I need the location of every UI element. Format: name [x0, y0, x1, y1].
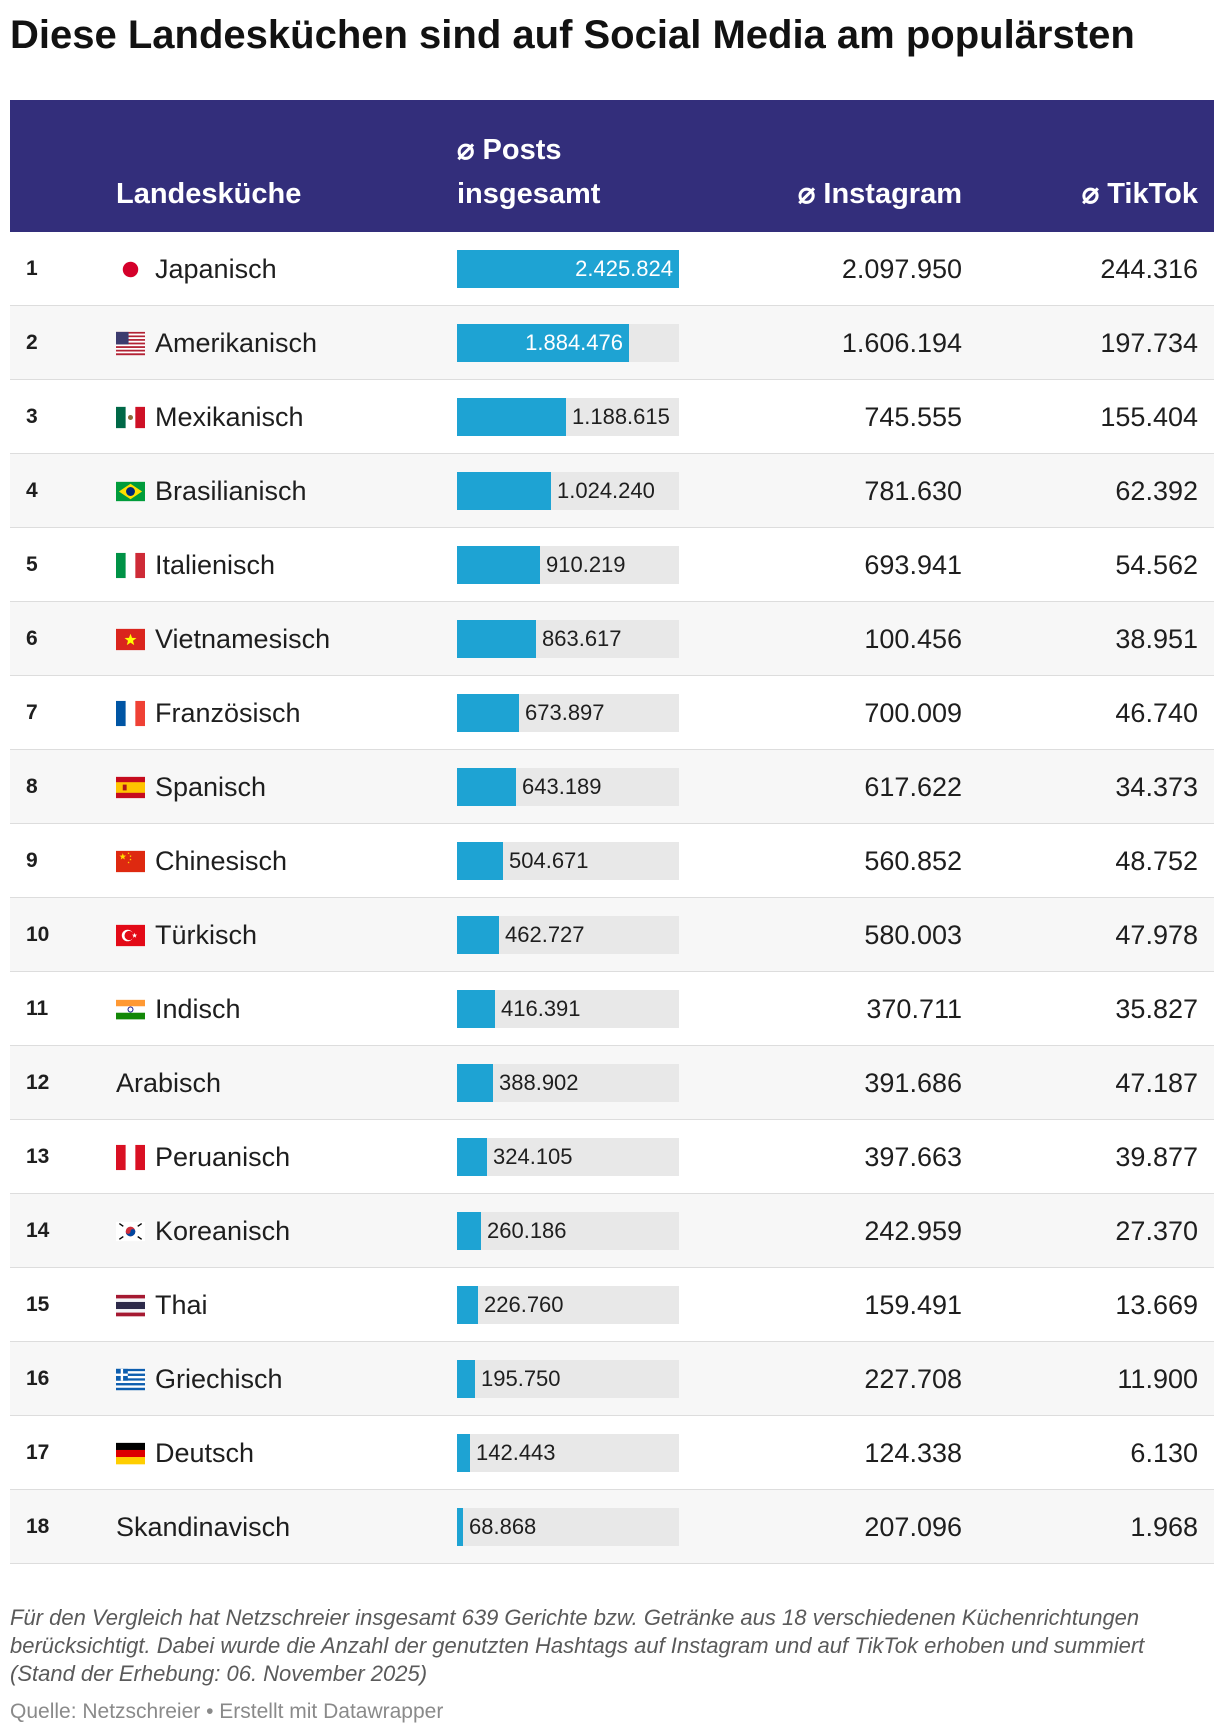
row-rank: 18 [26, 1515, 50, 1538]
row-cuisine [116, 1194, 290, 1268]
posts-bar [457, 1212, 481, 1250]
germany-flag-icon [116, 1439, 145, 1468]
cuisine-name: Skandinavisch [116, 1511, 291, 1542]
instagram-value: 617.622 [864, 772, 962, 802]
cuisine-name: Japanisch [155, 253, 277, 284]
row-cuisine [116, 676, 301, 750]
cuisine-name: Koreanisch [155, 1215, 291, 1246]
instagram-value: 693.941 [864, 550, 962, 580]
posts-bar [457, 1138, 487, 1176]
row-cuisine [116, 232, 277, 306]
posts-bar [457, 546, 540, 584]
posts-value-label: 416.391 [501, 996, 581, 1021]
table-row [10, 1046, 1214, 1120]
posts-value-label: 195.750 [481, 1366, 561, 1391]
row-cuisine [116, 1416, 254, 1490]
cuisine-name: Spanisch [155, 771, 267, 802]
row-cuisine [116, 972, 241, 1046]
turkey-flag-icon [116, 921, 145, 950]
posts-value-label: 226.760 [484, 1292, 564, 1317]
mexico-flag-icon [116, 403, 145, 432]
posts-value-label: 260.186 [487, 1218, 567, 1243]
chart-title: Diese Landesküchen sind auf Social Media am populärsten [10, 13, 1135, 57]
header-cuisine: Landesküche [116, 178, 302, 210]
row-cuisine [116, 1046, 221, 1120]
posts-bar-track [457, 1064, 679, 1102]
posts-bar [457, 1064, 493, 1102]
table-row [10, 1268, 1214, 1342]
table-row [10, 1194, 1214, 1268]
posts-bar-track [457, 324, 679, 362]
cuisine-name: Arabisch [116, 1067, 222, 1098]
row-rank: 16 [26, 1367, 50, 1390]
table-row [10, 750, 1214, 824]
instagram-value: 124.338 [864, 1438, 962, 1468]
table-row [10, 676, 1214, 750]
row-rank: 3 [26, 405, 38, 428]
posts-bar-track [457, 1286, 679, 1324]
posts-bar [457, 990, 495, 1028]
posts-value-label: 324.105 [493, 1144, 573, 1169]
table-row [10, 898, 1214, 972]
table-row [10, 1490, 1214, 1564]
cuisine-table [10, 100, 1214, 1564]
posts-value-label: 643.189 [522, 774, 602, 799]
cuisine-name: Griechisch [155, 1363, 283, 1394]
tiktok-value: 62.392 [1115, 476, 1198, 506]
row-rank: 6 [26, 627, 38, 650]
posts-bar-track [457, 768, 679, 806]
instagram-value: 580.003 [864, 920, 962, 950]
table-row [10, 972, 1214, 1046]
posts-bar-track [457, 472, 679, 510]
table-row [10, 380, 1214, 454]
row-rank: 9 [26, 849, 38, 872]
japan-flag-icon [116, 255, 145, 284]
row-cuisine [116, 528, 275, 602]
row-rank: 8 [26, 775, 38, 798]
tiktok-value: 27.370 [1115, 1216, 1198, 1246]
instagram-value: 370.711 [866, 994, 962, 1024]
tiktok-value: 48.752 [1115, 846, 1198, 876]
posts-bar-track [457, 990, 679, 1028]
row-cuisine [116, 1490, 290, 1564]
cuisine-name: Italienisch [155, 549, 276, 580]
tiktok-value: 39.877 [1115, 1142, 1198, 1172]
posts-bar [457, 916, 499, 954]
cuisine-name: Peruanisch [155, 1141, 291, 1172]
posts-value-label: 863.617 [542, 626, 622, 651]
row-cuisine [116, 380, 304, 454]
posts-bar [457, 694, 519, 732]
row-rank: 12 [26, 1071, 50, 1094]
vietnam-flag-icon [116, 625, 145, 654]
row-cuisine [116, 1342, 283, 1416]
posts-bar-track [457, 620, 679, 658]
row-cuisine [116, 750, 266, 824]
tiktok-value: 46.740 [1115, 698, 1198, 728]
instagram-value: 1.606.194 [841, 328, 962, 358]
cuisine-name: Indisch [155, 993, 241, 1024]
posts-value-label: 462.727 [505, 922, 585, 947]
table-row [10, 528, 1214, 602]
row-rank: 14 [26, 1219, 50, 1242]
spain-flag-icon [116, 773, 145, 802]
header-tiktok: ⌀ TikTok [1081, 178, 1198, 210]
row-cuisine [116, 898, 257, 972]
posts-bar [457, 768, 516, 806]
row-rank: 1 [26, 257, 38, 280]
brazil-flag-icon [116, 477, 145, 506]
table-row [10, 1416, 1214, 1490]
cuisine-name: Deutsch [155, 1437, 255, 1468]
table-row [10, 824, 1214, 898]
header-posts: ⌀ Posts insgesamt [457, 134, 601, 210]
posts-bar-track [457, 1212, 679, 1250]
posts-bar [457, 1286, 478, 1324]
tiktok-value: 197.734 [1100, 328, 1198, 358]
posts-bar [457, 472, 551, 510]
posts-bar [457, 1434, 470, 1472]
table-row [10, 1342, 1214, 1416]
posts-bar [457, 398, 566, 436]
posts-bar-track [457, 916, 679, 954]
usa-flag-icon [116, 329, 145, 358]
posts-value-label: 504.671 [509, 848, 589, 873]
posts-bar [457, 842, 503, 880]
table-row [10, 454, 1214, 528]
posts-bar-track [457, 842, 679, 880]
tiktok-value: 35.827 [1115, 994, 1198, 1024]
china-flag-icon [116, 847, 145, 876]
row-cuisine [116, 1268, 208, 1342]
cuisine-name: Brasilianisch [155, 475, 307, 506]
cuisine-name: Mexikanisch [155, 401, 304, 432]
tiktok-value: 6.130 [1130, 1438, 1198, 1468]
france-flag-icon [116, 699, 145, 728]
posts-value-label: 910.219 [546, 552, 626, 577]
instagram-value: 700.009 [864, 698, 962, 728]
row-rank: 11 [26, 997, 49, 1020]
posts-bar-track [457, 1360, 679, 1398]
posts-value-label: 1.024.240 [557, 478, 655, 503]
tiktok-value: 1.968 [1130, 1512, 1198, 1542]
header-instagram: ⌀ Instagram [797, 178, 962, 210]
row-cuisine [116, 306, 317, 380]
tiktok-value: 47.978 [1115, 920, 1198, 950]
posts-bar-track [457, 694, 679, 732]
footer-source: Quelle: Netzschreier • Erstellt mit Datawrapper [10, 1700, 444, 1723]
instagram-value: 159.491 [864, 1290, 962, 1320]
footer-note: Für den Vergleich hat Netzschreier insgesamt 639 Gerichte bzw. Getränke aus 18 verschiedenen Küchenrichtungen berücksichtigt. Dabei wurde die Anzahl der genutzten Hashtags auf Instagram und auf TikTok erhoben und summiert (Stand der Erhebung: 06. November 2025) [10, 1605, 1145, 1686]
tiktok-value: 47.187 [1115, 1068, 1198, 1098]
row-rank: 5 [26, 553, 38, 576]
korea-flag-icon [116, 1217, 145, 1246]
instagram-value: 391.686 [864, 1068, 962, 1098]
table-row [10, 306, 1214, 380]
posts-bar-track [457, 398, 679, 436]
instagram-value: 207.096 [864, 1512, 962, 1542]
tiktok-value: 11.900 [1117, 1364, 1198, 1394]
tiktok-value: 155.404 [1100, 402, 1198, 432]
table-row [10, 602, 1214, 676]
instagram-value: 781.630 [864, 476, 962, 506]
instagram-value: 745.555 [864, 402, 962, 432]
posts-value-label: 2.425.824 [575, 256, 673, 281]
thailand-flag-icon [116, 1291, 145, 1320]
posts-bar-track [457, 1138, 679, 1176]
row-rank: 13 [26, 1145, 50, 1168]
posts-bar-track [457, 250, 679, 288]
tiktok-value: 38.951 [1115, 624, 1198, 654]
posts-value-label: 1.884.476 [525, 330, 623, 355]
row-rank: 10 [26, 923, 50, 946]
posts-value-label: 673.897 [525, 700, 605, 725]
instagram-value: 397.663 [864, 1142, 962, 1172]
tiktok-value: 34.373 [1115, 772, 1198, 802]
instagram-value: 2.097.950 [841, 254, 962, 284]
posts-value-label: 142.443 [476, 1440, 556, 1465]
peru-flag-icon [116, 1143, 145, 1172]
tiktok-value: 54.562 [1115, 550, 1198, 580]
table-header [10, 100, 1214, 232]
row-rank: 4 [26, 479, 38, 502]
greece-flag-icon [116, 1365, 145, 1394]
table-row [10, 232, 1214, 306]
posts-bar [457, 1360, 475, 1398]
instagram-value: 560.852 [864, 846, 962, 876]
india-flag-icon [116, 995, 145, 1024]
row-cuisine [116, 1120, 290, 1194]
row-rank: 7 [26, 701, 38, 724]
tiktok-value: 13.669 [1115, 1290, 1198, 1320]
italy-flag-icon [116, 551, 145, 580]
cuisine-name: Thai [155, 1289, 208, 1320]
cuisine-name: Französisch [155, 697, 301, 728]
row-rank: 15 [26, 1293, 50, 1316]
instagram-value: 242.959 [864, 1216, 962, 1246]
table-body [10, 232, 1214, 1564]
posts-value-label: 68.868 [469, 1514, 537, 1539]
cuisine-name: Vietnamesisch [155, 623, 331, 654]
instagram-value: 227.708 [864, 1364, 962, 1394]
posts-value-label: 1.188.615 [572, 404, 670, 429]
cuisine-name: Amerikanisch [155, 327, 318, 358]
row-cuisine [116, 824, 287, 898]
posts-bar-track [457, 546, 679, 584]
posts-bar [457, 1508, 463, 1546]
posts-bar-track [457, 1508, 679, 1546]
tiktok-value: 244.316 [1100, 254, 1198, 284]
row-rank: 17 [26, 1441, 50, 1464]
instagram-value: 100.456 [864, 624, 962, 654]
row-rank: 2 [26, 331, 38, 354]
posts-bar-track [457, 1434, 679, 1472]
row-cuisine [116, 602, 330, 676]
table-row [10, 1120, 1214, 1194]
cuisine-name: Türkisch [155, 919, 258, 950]
posts-bar [457, 620, 536, 658]
row-cuisine [116, 454, 307, 528]
cuisine-name: Chinesisch [155, 845, 288, 876]
posts-value-label: 388.902 [499, 1070, 579, 1095]
